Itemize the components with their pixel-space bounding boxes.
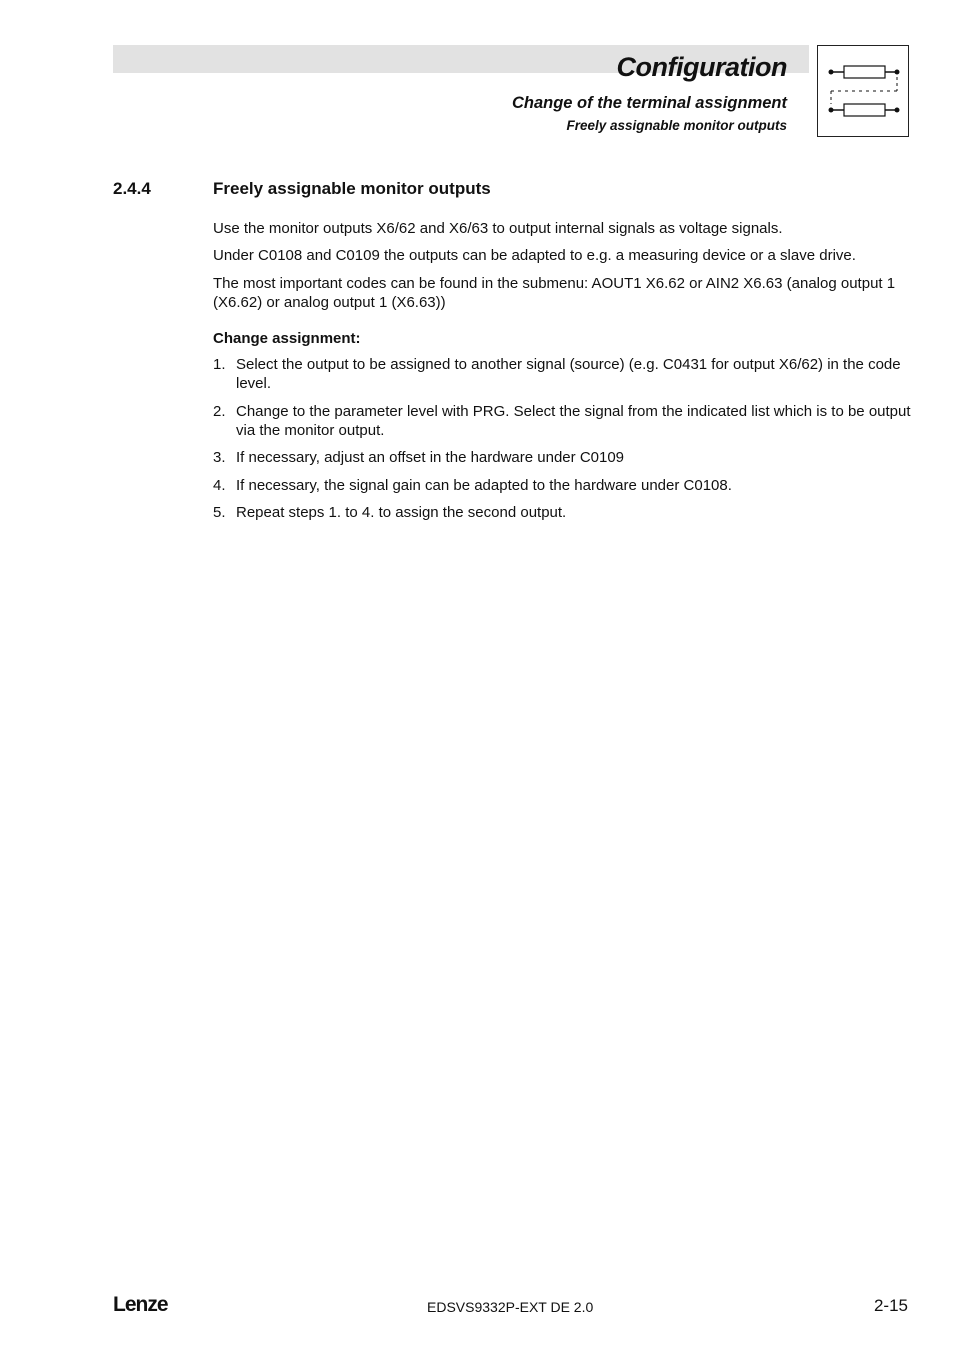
step-text: Repeat steps 1. to 4. to assign the second output. — [236, 504, 567, 521]
step-text: If necessary, the signal gain can be adapted to the hardware under C0108. — [236, 476, 732, 494]
step-number: 2. — [213, 402, 226, 420]
list-item — [213, 476, 913, 495]
lenze-logo: Lenze — [113, 1293, 168, 1316]
list-item — [213, 503, 913, 522]
paragraph: Use the monitor outputs X6/62 and X6/63 to output internal signals as voltage signals. — [213, 220, 783, 237]
list-item — [213, 448, 913, 467]
subsection-heading: Freely assignable monitor outputs — [566, 118, 787, 133]
step-text: Change to the parameter level with PRG. Select the signal from the indicated list which is to be output via the monitor output. — [236, 402, 911, 439]
list-item — [213, 355, 913, 393]
section-title: Freely assignable monitor outputs — [213, 179, 491, 198]
step-number: 5. — [213, 504, 226, 521]
page-number: 2-15 — [873, 1296, 908, 1315]
step-number: 4. — [213, 476, 226, 494]
list-item — [213, 402, 913, 440]
paragraph: The most important codes can be found in the submenu: AOUT1 X6.62 or AIN2 X6.63 (analog output 1 (X6.62) or analog output 1 (X6.63)) — [213, 275, 896, 311]
document-code: EDSVS9332P-EXT DE 2.0 — [427, 1299, 594, 1315]
terminal-assignment-icon — [817, 45, 909, 137]
step-text: Select the output to be assigned to another signal (source) (e.g. C0431 for output X6/62) in the code level. — [236, 356, 901, 392]
step-text: If necessary, adjust an offset in the hardware under C0109 — [236, 449, 625, 466]
paragraph: Under C0108 and C0109 the outputs can be adapted to e.g. a measuring device or a slave drive. — [213, 247, 856, 264]
steps-list — [213, 355, 913, 531]
step-number: 3. — [213, 449, 226, 466]
chapter-title: Configuration — [616, 52, 787, 82]
step-number: 1. — [213, 356, 226, 373]
section-number: 2.4.4 — [113, 179, 151, 198]
section-heading: Change of the terminal assignment — [511, 94, 787, 112]
steps-label: Change assignment: — [213, 330, 361, 347]
